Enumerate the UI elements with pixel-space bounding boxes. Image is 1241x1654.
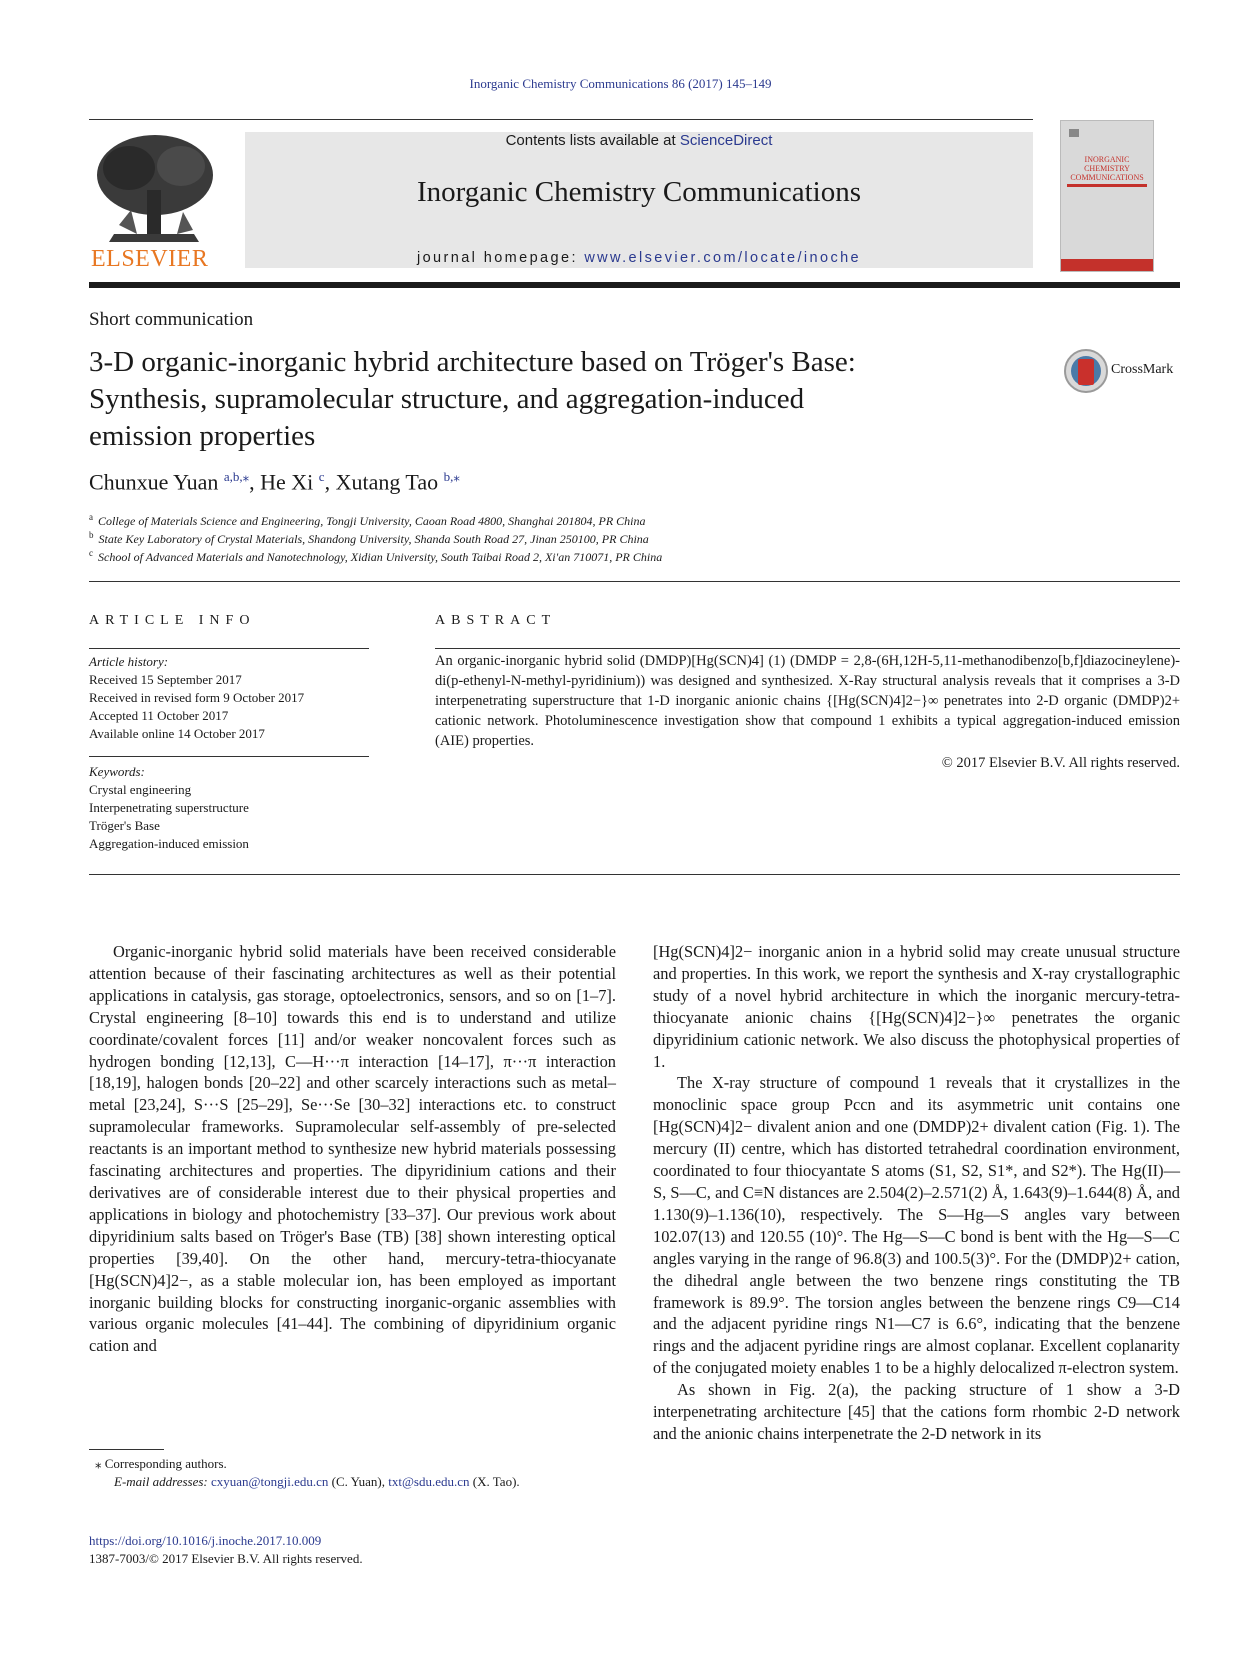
history-item: Received in revised form 9 October 2017 bbox=[89, 690, 305, 705]
cover-stripe bbox=[1067, 184, 1147, 187]
author-list bbox=[89, 469, 460, 495]
keyword: Tröger's Base bbox=[89, 818, 160, 833]
cover-title-line: INORGANIC bbox=[1084, 155, 1130, 164]
elsevier-logo[interactable] bbox=[89, 130, 219, 270]
title-line: emission properties bbox=[89, 420, 316, 452]
email-owner: (X. Tao). bbox=[469, 1474, 520, 1489]
history-item: Available online 14 October 2017 bbox=[89, 726, 265, 741]
info-rule bbox=[89, 648, 369, 649]
journal-cover[interactable] bbox=[1060, 120, 1154, 272]
abstract-rule bbox=[435, 648, 1180, 649]
article-title bbox=[89, 344, 989, 455]
affiliation bbox=[89, 548, 662, 565]
crossmark-label: CrossMark bbox=[1111, 362, 1174, 377]
affiliation-mark: a bbox=[89, 512, 93, 522]
email-note bbox=[114, 1474, 520, 1490]
header-thick-rule bbox=[89, 282, 1180, 288]
crossmark-badge[interactable] bbox=[1063, 348, 1183, 396]
affiliation-text: State Key Laboratory of Crystal Materials, Shandong University, Shanda South Road 27, Jinan 250100, PR China bbox=[98, 532, 649, 546]
contents-line bbox=[245, 132, 1033, 149]
journal-name: Inorganic Chemistry Communications bbox=[416, 176, 862, 208]
crossmark-icon bbox=[1063, 348, 1109, 394]
title-line: Synthesis, supramolecular structure, and aggregation-induced bbox=[89, 383, 805, 415]
abstract-heading: ABSTRACT bbox=[435, 613, 557, 628]
keyword: Interpenetrating superstructure bbox=[89, 800, 249, 815]
contents-prefix: Contents lists available at bbox=[505, 132, 680, 149]
homepage-link[interactable]: www.elsevier.com/locate/inoche bbox=[584, 250, 862, 266]
body-left-column bbox=[89, 941, 616, 1357]
email-owner: (C. Yuan), bbox=[328, 1474, 389, 1489]
affiliation bbox=[89, 530, 649, 547]
author-name[interactable]: He Xi bbox=[260, 469, 314, 495]
affiliation-text: School of Advanced Materials and Nanotechnology, Xidian University, South Taibai Road 2, Xi'an 710071, PR China bbox=[98, 550, 663, 564]
body-paragraph: The X-ray structure of compound 1 reveals that it crystallizes in the monoclinic space group Pccn and its asymmetric unit contains one [Hg(SCN)4]2− divalent anion and one (DMDP)2+ divalent cation (Fig. 1). The mercury (II) centre, which has distorted tetrahedral coordination environment, coordinated to four thiocyantate S atoms (S1, S2, S1*, and S2*). The Hg(II)—S, S—C, and C≡N distances are 2.504(2)–2.571(2) Å, 1.643(9)–1.644(8) Å, and 1.130(9)–1.136(10), respectively. The S—Hg—S angles vary between 102.07(13) and 120.55 (10)°. The Hg—S—C bond is bent with the Hg—S—C angles varying in the range of 96.8(3) and 100.5(3)°. For the (DMDP)2+ cation, the dihedral angle between the two benzene rings constituting the TB framework is 89.9°. The torsion angles between the benzene rings C9—C14 and the adjacent pyridine rings N1—C7 is 6.6°, indicating that the benzene rings and the adjacent pyridine rings are almost coplanar. Excellent coplanarity of the conjugated moiety enables 1 to be a highly delocalized π-electron system. bbox=[653, 1073, 1180, 1378]
author-separator: , bbox=[324, 469, 336, 495]
history-label: Article history: bbox=[89, 654, 169, 669]
article-info-heading: ARTICLE INFO bbox=[89, 613, 256, 628]
author-name[interactable]: Chunxue Yuan bbox=[89, 469, 219, 495]
section-rule bbox=[89, 874, 1180, 875]
body-paragraph: [Hg(SCN)4]2− inorganic anion in a hybrid solid may create unusual structure and properties. In this work, we report the synthesis and X-ray crystallographic study of a novel hybrid architecture in which the inorganic mercury-tetra-thiocyanate anionic chains {[Hg(SCN)4]2−}∞ penetrates the organic dipyridinium cationic network. We also discuss the photophysical properties of 1. bbox=[653, 942, 1180, 1071]
email-link[interactable]: cxyuan@tongji.edu.cn bbox=[211, 1474, 329, 1489]
history-item: Accepted 11 October 2017 bbox=[89, 708, 229, 723]
affiliation bbox=[89, 512, 646, 529]
issn-line: 1387-7003/© 2017 Elsevier B.V. All rights reserved. bbox=[89, 1551, 363, 1566]
info-rule bbox=[89, 756, 369, 757]
corresponding-note: ⁎ Corresponding authors. bbox=[95, 1456, 227, 1471]
body-paragraph: Organic-inorganic hybrid solid materials have been received considerable attention because of their fascinating architectures as well as their potential applications in catalysis, gas storage, optoelectronics, sensors, and so on [1–7]. Crystal engineering [8–10] towards this end is to understand and utilize coordinate/covalent forces [11] and/or weaker noncovalent forces such as hydrogen bonding [12,13], C—H···π interaction [14–17], π···π interaction [18,19], halogen bonds [20–22] and other scarcely interactions such as metal–metal [23,24], S···S [25–29], Se···Se [30–32] interactions etc. to construct supramolecular frameworks. Supramolecular self-assembly of pre-selected reactants is an important method to synthesize new hybrid materials possessing fascinating architectures and properties. The dipyridinium cations and their derivatives are of considerable interest due to their physical properties and applications in biology and photochemistry [33–37]. Our previous work about dipyridinium salts based on Tröger's Base (TB) [38] shown interesting optical properties [39,40]. On the other hand, mercury-tetra-thiocyanate [Hg(SCN)4]2−, as a stable molecular ion, has been employed as important inorganic building blocks for constructing inorganic-organic assemblies with various organic molecules [41–44]. The combining of dipyridinium organic cation and bbox=[89, 942, 616, 1356]
abstract-text: An organic-inorganic hybrid solid (DMDP)[Hg(SCN)4] (1) (DMDP = 2,8-(6H,12H-5,11-methanodibenzo[b,f]diazocineylene)-di(p-ethenyl-N-methyl-pyridinium)) was designed and synthesized. X-Ray structural analysis reveals that it comprises a 3-D interpenetrating superstructure that 1-D inorganic anionic chains {[Hg(SCN)4]2−}∞ penetrates into 2-D organic (DMDP)2+ cationic network. Photoluminescence investigation show that compound 1 exhibits a typical aggregation-induced emission (AIE) properties. bbox=[435, 653, 1180, 749]
body-paragraph: As shown in Fig. 2(a), the packing structure of 1 show a 3-D interpenetrating architecture [45] that the cations form rhombic 2-D network and the anionic chains interpenetrate the 2-D network in its bbox=[653, 1380, 1180, 1443]
body-right-column bbox=[653, 941, 1180, 1445]
homepage-prefix: journal homepage: bbox=[416, 250, 585, 266]
abstract-copyright: © 2017 Elsevier B.V. All rights reserved. bbox=[941, 755, 1180, 771]
author-name[interactable]: Xutang Tao bbox=[335, 469, 439, 495]
affiliation-mark: b bbox=[89, 530, 94, 540]
cover-footer-band bbox=[1061, 259, 1153, 271]
author-affil-mark[interactable]: a,b,⁎ bbox=[223, 469, 250, 484]
author-separator: , bbox=[249, 469, 261, 495]
author-affil-mark[interactable]: b,⁎ bbox=[443, 469, 460, 484]
affiliation-mark: c bbox=[89, 548, 93, 558]
cover-logo-icon bbox=[1069, 129, 1079, 137]
homepage-line bbox=[245, 250, 1033, 266]
top-rule bbox=[89, 119, 1033, 120]
doi-link[interactable]: https://doi.org/10.1016/j.inoche.2017.10.009 bbox=[89, 1533, 322, 1548]
cover-title-line: CHEMISTRY bbox=[1084, 164, 1130, 173]
author-affil-mark[interactable]: c bbox=[318, 469, 325, 484]
journal-reference[interactable]: Inorganic Chemistry Communications 86 (2017) 145–149 bbox=[469, 76, 772, 91]
keywords-label: Keywords: bbox=[89, 764, 145, 779]
email-label: E-mail addresses: bbox=[114, 1474, 212, 1489]
cover-title-line: COMMUNICATIONS bbox=[1070, 173, 1144, 182]
elsevier-wordmark: ELSEVIER bbox=[91, 246, 209, 272]
keyword: Aggregation-induced emission bbox=[89, 836, 249, 851]
footnote-rule bbox=[89, 1449, 164, 1450]
sciencedirect-link[interactable]: ScienceDirect bbox=[679, 132, 773, 149]
history-item: Received 15 September 2017 bbox=[89, 672, 242, 687]
article-type: Short communication bbox=[89, 309, 254, 330]
section-rule bbox=[89, 581, 1180, 582]
affiliation-text: College of Materials Science and Engineering, Tongji University, Caoan Road 4800, Shanghai 201804, PR China bbox=[98, 514, 646, 528]
title-line: 3-D organic-inorganic hybrid architecture based on Tröger's Base: bbox=[89, 346, 856, 378]
keyword: Crystal engineering bbox=[89, 782, 192, 797]
email-link[interactable]: txt@sdu.edu.cn bbox=[388, 1474, 470, 1489]
